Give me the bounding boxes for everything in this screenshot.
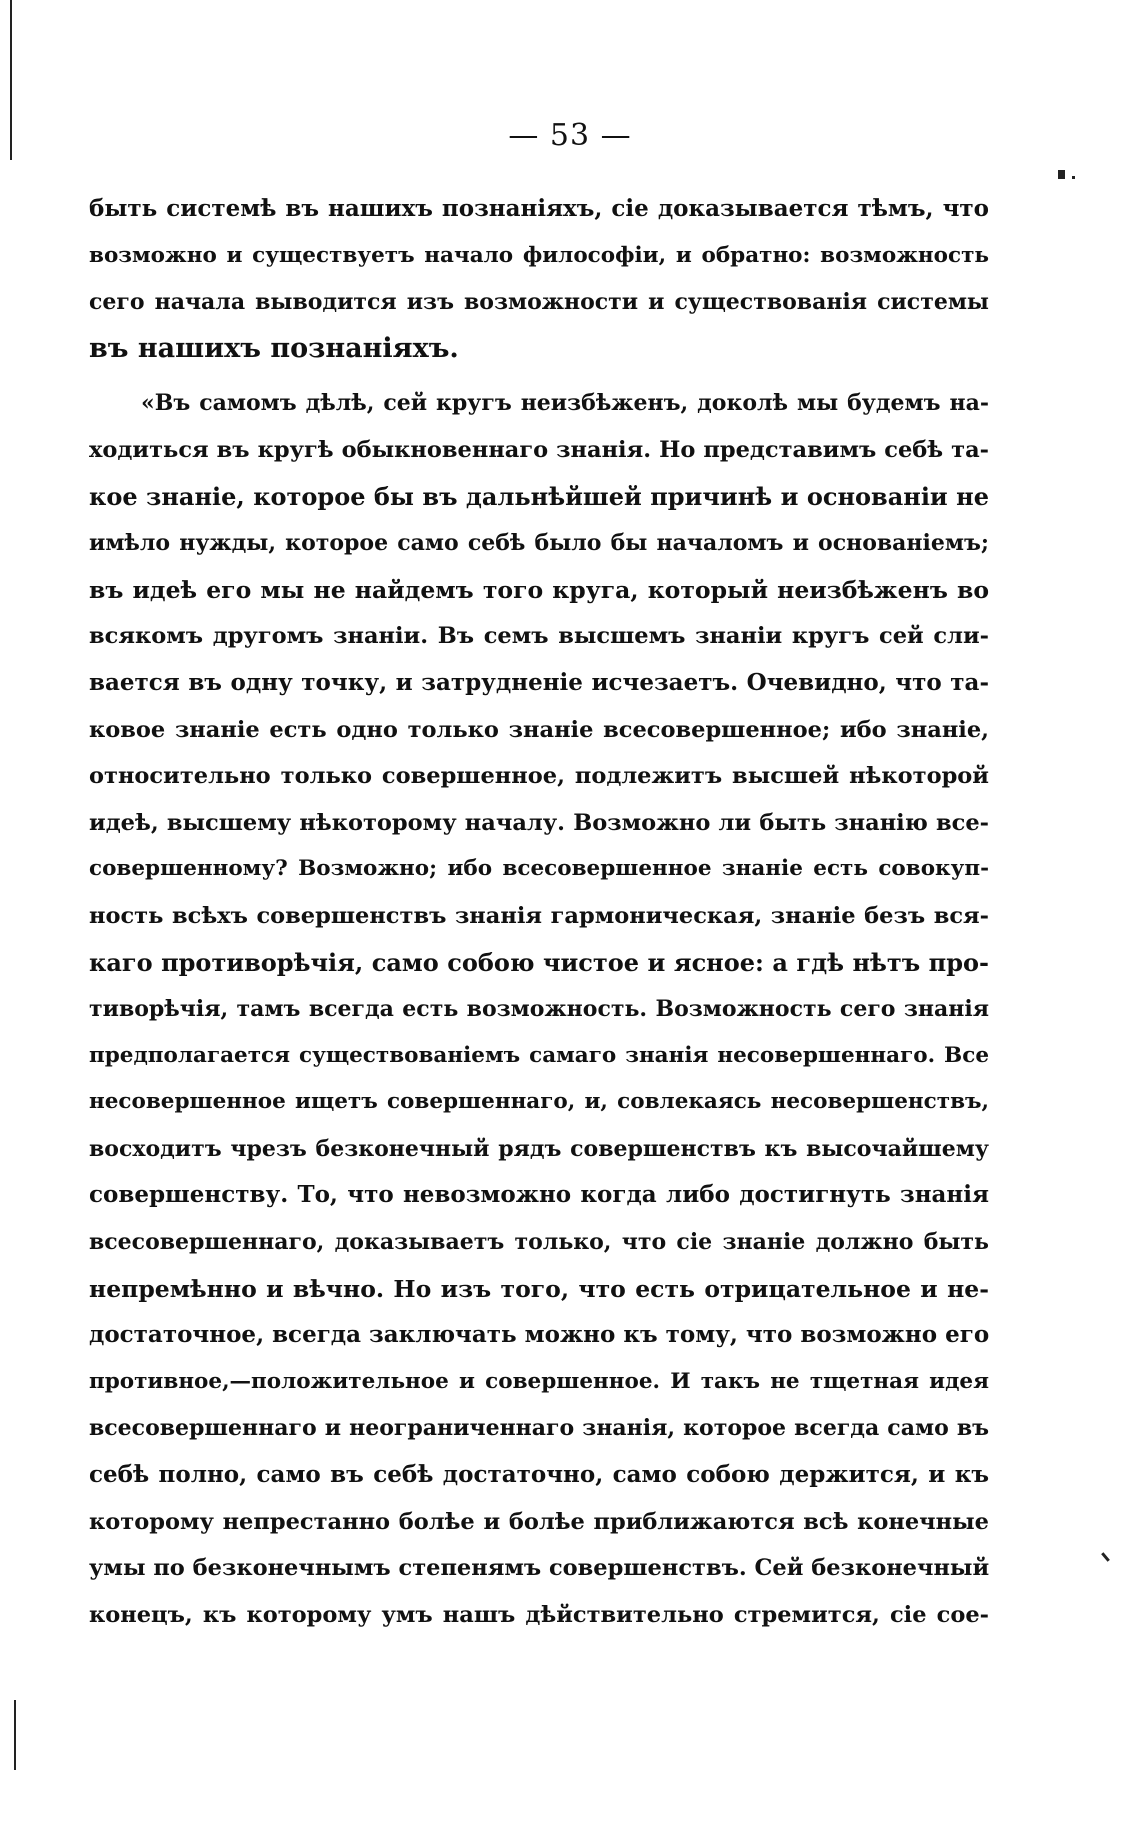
text-line: конецъ, къ которому умъ нашъ дѣйствительно стремится, сіе сое- <box>89 1601 989 1628</box>
text-line: «Въ самомъ дѣлѣ, сей кругъ неизбѣженъ, доколѣ мы будемъ на- <box>141 390 989 417</box>
text-line: быть системѣ въ нашихъ познаніяхъ, сіе доказывается тѣмъ, что <box>89 195 989 222</box>
text-line: достаточное, всегда заключать можно къ тому, что возможно его <box>89 1321 989 1349</box>
text-line: кое знаніе, которое бы въ дальнѣйшей причинѣ и основаніи не <box>89 481 989 511</box>
text-line: всесовершеннаго и неограниченнаго знанія, которое всегда само въ <box>89 1415 989 1442</box>
text-line: восходитъ чрезъ безконечный рядъ совершенствъ къ высочайшему <box>89 1135 989 1162</box>
scan-speck-lower <box>1101 1552 1110 1562</box>
text-line: каго противорѣчія, само собою чистое и ясное: а гдѣ нѣтъ про- <box>89 947 989 977</box>
text-line: умы по безконечнымъ степенямъ совершенствъ. Сей безконечный <box>89 1555 989 1582</box>
page-number: — 53 — <box>508 118 632 153</box>
text-line: непремѣнно и вѣчно. Но изъ того, что есть отрицательное и не- <box>89 1274 989 1303</box>
text-line: возможно и существуетъ начало философіи, и обратно: возможность <box>89 242 989 268</box>
paragraph-1 <box>89 186 989 372</box>
text-line: всякомъ другомъ знаніи. Въ семъ высшемъ знаніи кругъ сей сли- <box>89 623 989 650</box>
text-line: ходиться въ кругѣ обыкновеннаго знанія. Но представимъ себѣ та- <box>89 436 989 463</box>
text-line: въ нашихъ познаніяхъ. <box>89 332 459 364</box>
text-line: всесовершеннаго, доказываетъ только, что сіе знаніе должно быть <box>89 1229 989 1256</box>
text-line: предполагается существованіемъ самаго знанія несовершеннаго. Все <box>89 1042 989 1068</box>
text-line: ковое знаніе есть одно только знаніе всесовершенное; ибо знаніе, <box>89 716 989 743</box>
paragraph-2 <box>89 380 989 1638</box>
text-line: противное,—положительное и совершенное. И такъ не тщетная идея <box>89 1368 989 1394</box>
text-line: ность всѣхъ совершенствъ знанія гармоническая, знаніе безъ вся- <box>89 902 989 929</box>
text-line: совершенству. То, что невозможно когда либо достигнуть знанія <box>89 1181 989 1209</box>
text-line: которому непрестанно болѣе и болѣе приближаются всѣ конечные <box>89 1508 989 1535</box>
body-text <box>89 186 989 1638</box>
text-line: въ идеѣ его мы не найдемъ того круга, который неизбѣженъ во <box>89 575 989 604</box>
text-line: себѣ полно, само въ себѣ достаточно, само собою держится, и къ <box>89 1461 989 1489</box>
left-margin-rule-bottom <box>14 1700 16 1770</box>
scan-speck-right-2 <box>1072 176 1075 179</box>
text-line: относительно только совершенное, подлежитъ высшей нѣкоторой <box>89 763 989 790</box>
text-line: имѣло нужды, которое само себѣ было бы началомъ и основаніемъ; <box>89 530 989 557</box>
text-line: сего начала выводится изъ возможности и существованія системы <box>89 289 989 316</box>
text-line: идеѣ, высшему нѣкоторому началу. Возможно ли быть знанію все- <box>89 809 989 836</box>
scan-speck-right <box>1058 170 1065 179</box>
text-line: совершенному? Возможно; ибо всесовершенное знаніе есть совокуп- <box>89 856 989 882</box>
text-line: вается въ одну точку, и затрудненіе исчезаетъ. Очевидно, что та- <box>89 668 989 696</box>
text-line: несовершенное ищетъ совершеннаго, и, совлекаясь несовершенствъ, <box>89 1089 989 1115</box>
text-line: тиворѣчія, тамъ всегда есть возможность. Возможность сего знанія <box>89 996 989 1023</box>
